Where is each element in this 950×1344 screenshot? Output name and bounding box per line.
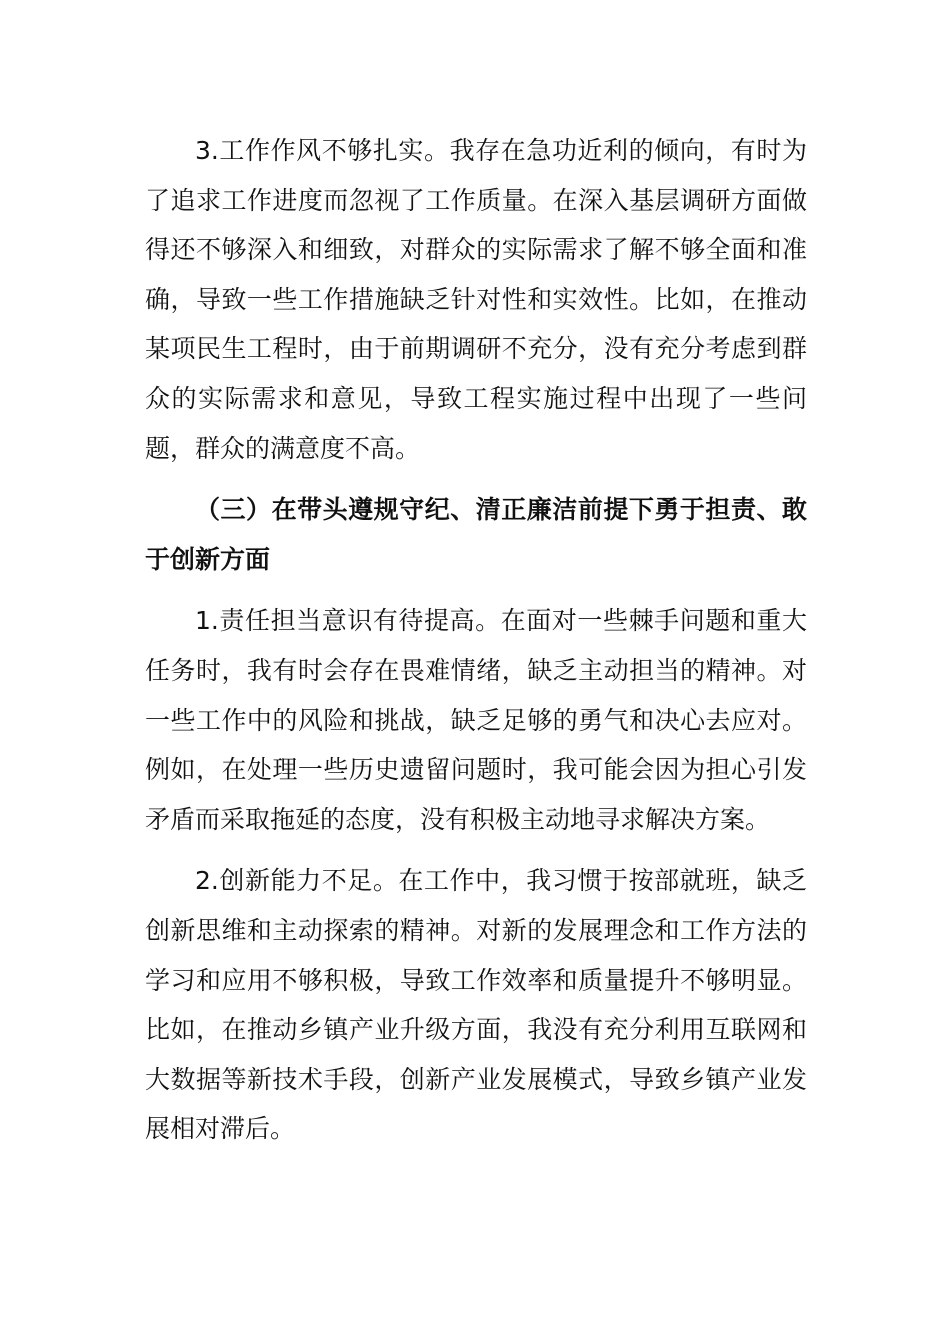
paragraph-responsibility: 1.责任担当意识有待提高。在面对一些棘手问题和重大任务时，我有时会存在畏难情绪，缺乏主动担当的精神。对一些工作中的风险和挑战，缺乏足够的勇气和决心去应对。例如，在处理一些历史遗留问题时，我可能会因为担心引发矛盾而采取拖延的态度，没有积极主动地寻求解决方案。	[145, 606, 807, 834]
section-heading-three: （三）在带头遵规守纪、清正廉洁前提下勇于担责、敢于创新方面	[145, 495, 807, 574]
paragraph-innovation: 2.创新能力不足。在工作中，我习惯于按部就班，缺乏创新思维和主动探索的精神。对新的发展理念和工作方法的学习和应用不够积极，导致工作效率和质量提升不够明显。比如，在推动乡镇产业升级方面，我没有充分利用互联网和大数据等新技术手段，创新产业发展模式，导致乡镇产业发展相对滞后。	[145, 866, 807, 1144]
paragraph-work-style: 3.工作作风不够扎实。我存在急功近利的倾向，有时为了追求工作进度而忽视了工作质量。在深入基层调研方面做得还不够深入和细致，对群众的实际需求了解不够全面和准确，导致一些工作措施缺乏针对性和实效性。比如，在推动某项民生工程时，由于前期调研不充分，没有充分考虑到群众的实际需求和意见，导致工程实施过程中出现了一些问题，群众的满意度不高。	[145, 136, 807, 463]
document-body	[145, 126, 807, 1154]
